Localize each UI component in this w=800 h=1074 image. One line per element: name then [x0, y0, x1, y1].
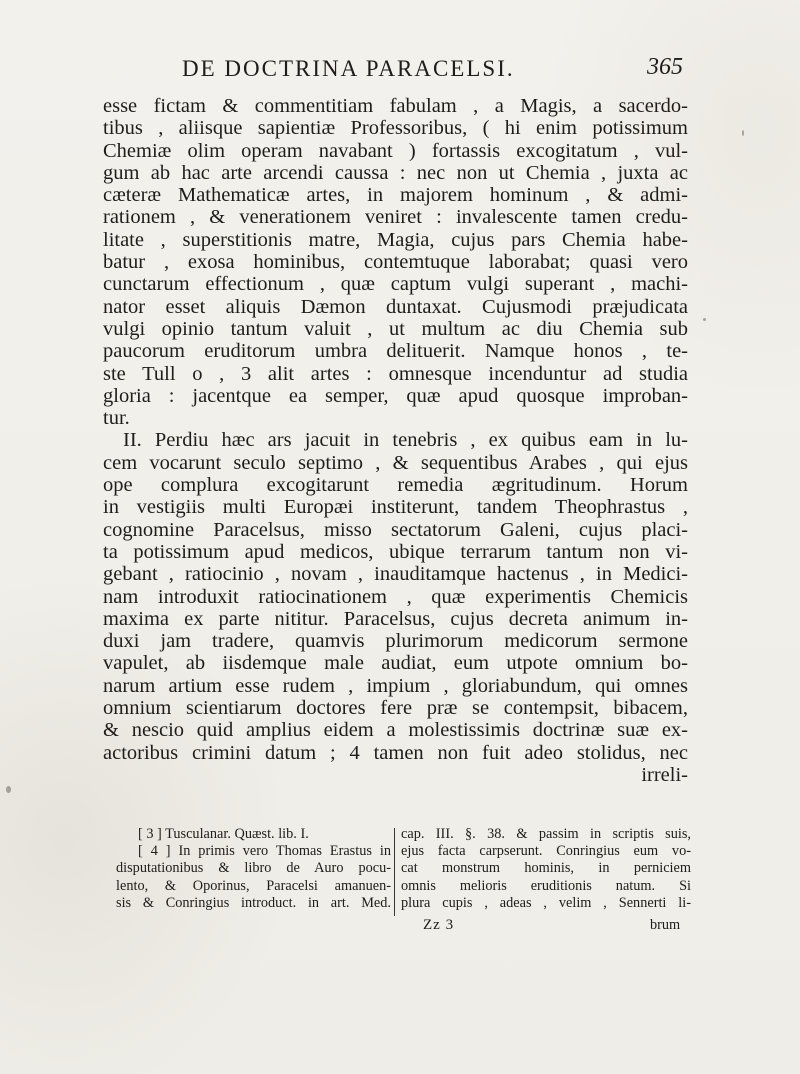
footnote-line: sis & Conringius introduct. in art. Med.: [116, 894, 391, 911]
footnote-line: cat monstrum hominis, in perniciem: [401, 860, 691, 877]
catchword: brum: [650, 917, 681, 933]
text-line: esse fictam & commentitiam fabulam , a Magis, a sacerdo-: [103, 95, 688, 117]
footnote-line: cap. III. §. 38. & passim in scriptis suis,: [401, 826, 691, 842]
text-line: ta potissimum apud medicos, ubique terrarum tantum non vi-: [103, 540, 688, 563]
footnote-line: [ 3 ] Tusculanar. Quæst. lib. I.: [138, 826, 309, 842]
footnote-line: omnis melioris eruditionis natum. Si: [401, 877, 691, 894]
text-line: vapulet, ab iisdemque male audiat, eum utpote omnium bo-: [103, 652, 688, 675]
paper-speck: [703, 318, 706, 321]
text-line: paucorum eruditorum umbra delituerit. Namque honos , te-: [103, 340, 688, 363]
text-line: vulgi opinio tantum valuit , ut multum ac diu Chemia sub: [103, 317, 688, 340]
paper-speck: [6, 786, 11, 793]
page-header: [160, 54, 683, 86]
text-line: cem vocarunt seculo septimo , & sequentibus Arabes , qui ejus: [103, 451, 688, 474]
footnote-line: [ 4 ] In primis vero Thomas Erastus in: [138, 843, 391, 860]
text-line: tibus , aliisque sapientiæ Professoribus, ( hi enim potissimum: [103, 117, 688, 140]
running-title: DE DOCTRINA PARACELSI.: [182, 56, 515, 81]
text-line: nam introduxit ratiocinationem , quæ experimentis Chemicis: [103, 585, 688, 608]
footnote-divider: [394, 828, 395, 916]
text-line: Chemiæ olim operam navabant ) fortassis excogitatum , vul-: [103, 139, 688, 162]
text-line: maxima ex parte nititur. Paracelsus, cujus decreta animum in-: [103, 607, 688, 630]
text-line: gebant , ratiocinio , novam , inauditamque hactenus , in Medici-: [103, 563, 688, 586]
text-line: nator esset aliquis Dæmon duntaxat. Cujusmodi præjudicata: [103, 295, 688, 318]
main-text: [103, 95, 688, 786]
page-number: 365: [647, 54, 683, 80]
text-line: litate , superstitionis matre, Magia, cujus pars Chemia habe-: [103, 228, 688, 251]
paper-speck: [742, 130, 744, 136]
text-line: & nescio quid amplius eidem a molestissimis doctrinæ suæ ex-: [103, 719, 688, 742]
footnotes: [116, 826, 696, 941]
text-line: ste Tull o , 3 alit artes : omnesque incenduntur ad studia: [103, 362, 688, 385]
page-end-word: irreli-: [641, 763, 688, 786]
text-line: ope complura excogitarunt remedia ægritudinum. Horum: [103, 474, 688, 497]
text-line: actoribus crimini datum ; 4 tamen non fuit adeo stolidus, nec: [103, 741, 688, 764]
text-line: cunctarum effectionum , quæ captum vulgi superant , machi-: [103, 273, 688, 296]
text-line: gum ab hac arte arcendi caussa : nec non ut Chemia , juxta ac: [103, 161, 688, 184]
footnote-column-left: [116, 826, 391, 912]
text-line: in vestigiis multi Europæi institerunt, tandem Theophrastus ,: [103, 496, 688, 519]
text-line: omnium scientiarum doctores fere præ se contempsit, bibacem,: [103, 697, 688, 720]
text-line: batur , exosa hominibus, contemtuque laborabat; quasi vero: [103, 251, 688, 274]
text-line: duxi jam tradere, quamvis plurimorum medicorum sermone: [103, 630, 688, 653]
footnote-line: plura cupis , adeas , velim , Sennerti li-: [401, 894, 691, 911]
footnote-line: disputationibus & libro de Auro pocu-: [116, 860, 391, 877]
footnote-column-right: [401, 826, 691, 912]
section-start-line: II. Perdiu hæc ars jacuit in tenebris , ex quibus eam in lu-: [123, 429, 688, 452]
footnote-line: ejus facta carpserunt. Conringius eum vo-: [401, 843, 691, 860]
text-line: tur.: [103, 407, 130, 430]
text-line: gloria : jacentque ea semper, quæ apud quosque improban-: [103, 384, 688, 407]
footnote-line: lento, & Oporinus, Paracelsi amanuen-: [116, 877, 391, 894]
text-line: rationem , & venerationem veniret : invalescente tamen credu-: [103, 206, 688, 229]
text-line: cognomine Paracelsus, misso sectatorum Galeni, cujus placi-: [103, 518, 688, 541]
signature-mark: Zz 3: [423, 917, 455, 933]
text-line: cæteræ Mathematicæ artes, in majorem hominum , & admi-: [103, 184, 688, 207]
text-line: narum artium esse rudem , impium , gloriabundum, qui omnes: [103, 674, 688, 697]
